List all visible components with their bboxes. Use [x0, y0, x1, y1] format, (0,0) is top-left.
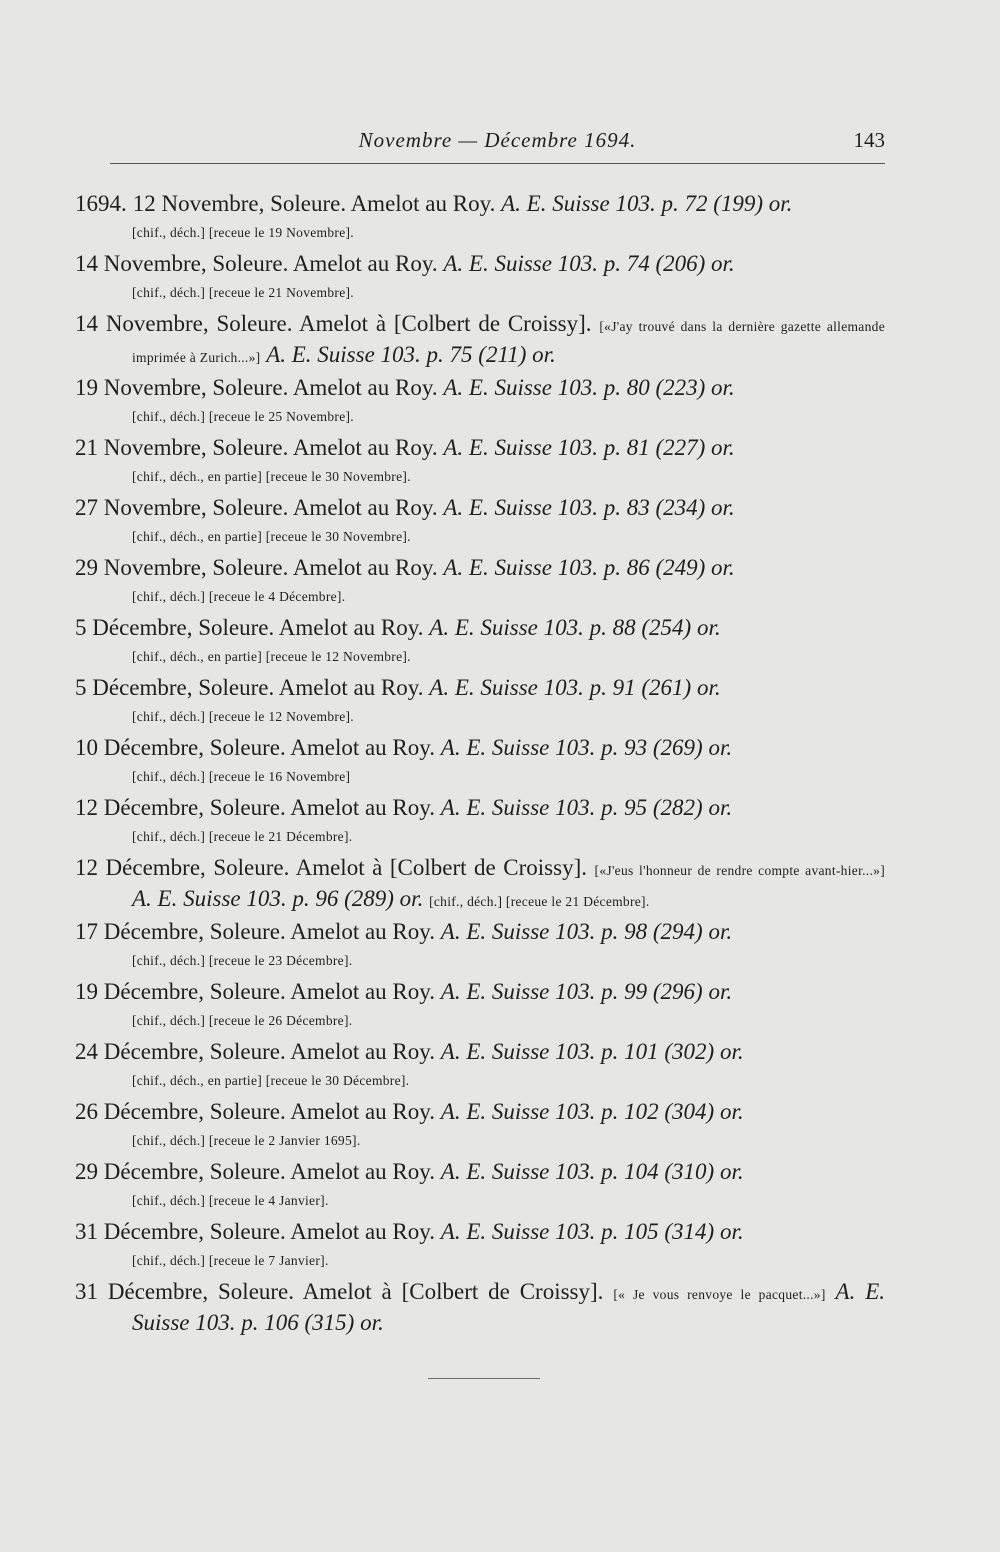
entry-note: [chif., déch.] [receue le 4 Janvier].	[132, 1193, 329, 1208]
entry-note: [chif., déch.] [receue le 25 Novembre].	[132, 409, 354, 424]
entry-note: [chif., déch., en partie] [receue le 30 Novembre].	[132, 469, 411, 484]
entry-heading: 21 Novembre, Soleure. Amelot au Roy.	[75, 435, 438, 460]
entry-note: [chif., déch.] [receue le 21 Novembre].	[132, 285, 354, 300]
entry-note: [chif., déch., en partie] [receue le 30 Novembre].	[132, 529, 411, 544]
list-item	[75, 1038, 885, 1096]
entry-heading: 5 Décembre, Soleure. Amelot au Roy.	[75, 615, 424, 640]
entry-heading: 17 Décembre, Soleure. Amelot au Roy.	[75, 919, 436, 944]
list-item	[75, 310, 885, 372]
entry-heading: 14 Novembre, Soleure. Amelot à [Colbert de Croissy].	[75, 311, 592, 336]
list-item	[75, 1278, 885, 1337]
archive-reference: A. E. Suisse 103. p. 99 (296) or.	[440, 979, 733, 1004]
list-item	[75, 854, 885, 916]
running-title: Novembre — Décembre 1694.	[358, 128, 637, 152]
entry-note: [chif., déch., en partie] [receue le 30 Décembre].	[132, 1073, 410, 1088]
archive-reference: A. E. Suisse 103. p. 81 (227) or.	[443, 435, 735, 460]
entry-note: [chif., déch.] [receue le 12 Novembre].	[132, 709, 354, 724]
entry-heading: 12 Décembre, Soleure. Amelot à [Colbert de Croissy].	[75, 855, 587, 880]
entry-heading: 29 Décembre, Soleure. Amelot au Roy.	[75, 1159, 436, 1184]
list-item	[75, 794, 885, 852]
entry-incipit: [« Je vous renvoye le pacquet...»]	[613, 1287, 826, 1302]
entry-note: [chif., déch.] [receue le 4 Décembre].	[132, 589, 346, 604]
end-rule	[428, 1378, 540, 1379]
list-item	[75, 554, 885, 612]
entry-note: [chif., déch.] [receue le 23 Décembre].	[132, 953, 353, 968]
entry-heading: 5 Décembre, Soleure. Amelot au Roy.	[75, 675, 424, 700]
entry-note: [chif., déch.] [receue le 16 Novembre]	[132, 769, 351, 784]
archive-reference: A. E. Suisse 103. p. 72 (199) or.	[501, 191, 793, 216]
entry-heading: 24 Décembre, Soleure. Amelot au Roy.	[75, 1039, 436, 1064]
entry-heading: 31 Décembre, Soleure. Amelot au Roy.	[75, 1219, 436, 1244]
entry-note: [chif., déch.] [receue le 26 Décembre].	[132, 1013, 353, 1028]
header-rule	[110, 163, 885, 164]
entry-note: [chif., déch.] [receue le 19 Novembre].	[132, 225, 354, 240]
archive-reference: A. E. Suisse 103. p. 75 (211) or.	[266, 342, 556, 367]
list-item	[75, 1218, 885, 1276]
page-number: 143	[853, 128, 885, 152]
list-item	[75, 1098, 885, 1156]
entry-note: [chif., déch.] [receue le 2 Janvier 1695].	[132, 1133, 361, 1148]
archive-reference: A. E. Suisse 103. p. 86 (249) or.	[443, 555, 735, 580]
list-item	[75, 918, 885, 976]
list-item	[75, 674, 885, 732]
entry-year: 1694.	[75, 191, 127, 216]
entry-heading: 14 Novembre, Soleure. Amelot au Roy.	[75, 251, 438, 276]
entry-heading: 10 Décembre, Soleure. Amelot au Roy.	[75, 735, 436, 760]
entry-note: [chif., déch.] [receue le 7 Janvier].	[132, 1253, 329, 1268]
entry-note: [chif., déch.] [receue le 21 Décembre].	[429, 894, 650, 909]
archive-reference: A. E. Suisse 103. p. 80 (223) or.	[443, 375, 735, 400]
entry-incipit: [«J'eus l'honneur de rendre compte avant-hier...»]	[594, 863, 885, 878]
list-item	[75, 374, 885, 432]
entry-incipit: [«J'ay trouvé dans la dernière gazette allemande imprimée à Zurich...»]	[132, 319, 885, 365]
archive-reference: A. E. Suisse 103. p. 95 (282) or.	[440, 795, 733, 820]
archive-reference: A. E. Suisse 103. p. 104 (310) or.	[440, 1159, 744, 1184]
entry-heading: 31 Décembre, Soleure. Amelot à [Colbert de Croissy].	[75, 1279, 604, 1304]
list-item	[75, 978, 885, 1036]
archive-reference: A. E. Suisse 103. p. 74 (206) or.	[443, 251, 735, 276]
running-header	[110, 128, 885, 160]
archive-reference: A. E. Suisse 103. p. 102 (304) or.	[440, 1099, 744, 1124]
entry-heading: 27 Novembre, Soleure. Amelot au Roy.	[75, 495, 438, 520]
archive-reference: A. E. Suisse 103. p. 98 (294) or.	[440, 919, 733, 944]
entry-list	[75, 190, 885, 1339]
archive-reference: A. E. Suisse 103. p. 105 (314) or.	[440, 1219, 744, 1244]
entry-heading: 29 Novembre, Soleure. Amelot au Roy.	[75, 555, 438, 580]
entry-heading: 12 Décembre, Soleure. Amelot au Roy.	[75, 795, 436, 820]
archive-reference: A. E. Suisse 103. p. 93 (269) or.	[440, 735, 733, 760]
list-item	[75, 250, 885, 308]
archive-reference: A. E. Suisse 103. p. 96 (289) or.	[132, 886, 424, 911]
entry-note: [chif., déch.] [receue le 21 Décembre].	[132, 829, 353, 844]
archive-reference: A. E. Suisse 103. p. 88 (254) or.	[429, 615, 721, 640]
archive-reference: A. E. Suisse 103. p. 106 (315) or.	[132, 1279, 885, 1335]
archive-reference: A. E. Suisse 103. p. 83 (234) or.	[443, 495, 735, 520]
list-item	[75, 494, 885, 552]
entry-heading: 12 Novembre, Soleure. Amelot au Roy.	[132, 191, 496, 216]
list-item	[75, 614, 885, 672]
list-item	[75, 734, 885, 792]
archive-reference: A. E. Suisse 103. p. 91 (261) or.	[429, 675, 721, 700]
list-item	[75, 190, 885, 248]
list-item	[75, 1158, 885, 1216]
entry-note: [chif., déch., en partie] [receue le 12 Novembre].	[132, 649, 411, 664]
list-item	[75, 434, 885, 492]
archive-reference: A. E. Suisse 103. p. 101 (302) or.	[440, 1039, 744, 1064]
entry-heading: 19 Décembre, Soleure. Amelot au Roy.	[75, 979, 436, 1004]
entry-heading: 26 Décembre, Soleure. Amelot au Roy.	[75, 1099, 436, 1124]
entry-heading: 19 Novembre, Soleure. Amelot au Roy.	[75, 375, 438, 400]
